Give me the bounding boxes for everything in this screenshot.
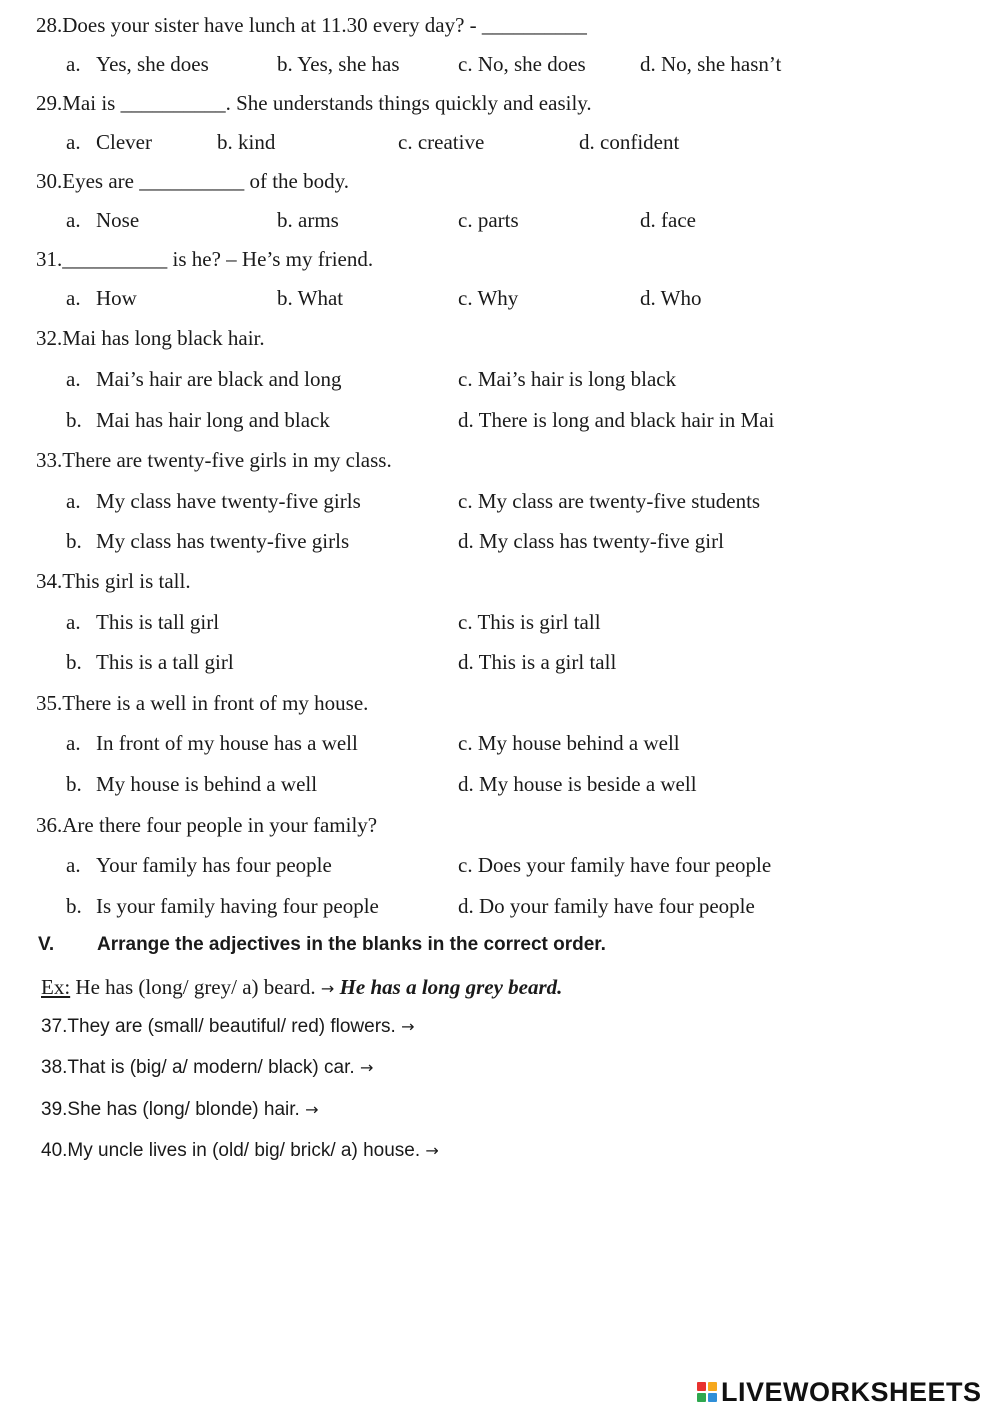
question-33: 33.There are twenty-five girls in my class. <box>36 448 392 472</box>
option-31d: d. Who <box>640 286 702 310</box>
option-28b: b. Yes, she has <box>277 52 400 76</box>
arrow-icon: → <box>359 1058 374 1077</box>
option-36c: c. Does your family have four people <box>458 853 772 877</box>
arrow-icon: → <box>425 1141 439 1160</box>
question-34: 34.This girl is tall. <box>36 569 191 593</box>
option-33d: d. My class has twenty-five girl <box>458 529 724 553</box>
liveworksheets-logo <box>697 1376 982 1408</box>
option-31b: b. What <box>277 286 344 310</box>
question-28: 28.Does your sister have lunch at 11.30 every day? - __________ <box>36 13 587 37</box>
option-35d: d. My house is beside a well <box>458 772 697 796</box>
question-40: 40.My uncle lives in (old/ big/ brick/ a) house. → <box>41 1140 439 1161</box>
option-35c: c. My house behind a well <box>458 731 680 755</box>
section-5-title: Arrange the adjectives in the blanks in the correct order. <box>97 934 606 955</box>
option-30d: d. face <box>640 208 696 232</box>
option-32b: b. Mai has hair long and black <box>66 408 330 432</box>
option-30a: a. Nose <box>66 208 140 232</box>
option-33c: c. My class are twenty-five students <box>458 489 761 513</box>
question-30: 30.Eyes are __________ of the body. <box>36 169 349 193</box>
section-5-roman: V. <box>38 934 55 955</box>
option-29d: d. confident <box>579 130 680 154</box>
option-34b: b. This is a tall girl <box>66 650 234 674</box>
option-32d: d. There is long and black hair in Mai <box>458 408 775 432</box>
option-36a: a. Your family has four people <box>66 853 332 877</box>
option-34c: c. This is girl tall <box>458 610 601 634</box>
option-29a: a. Clever <box>66 130 152 154</box>
option-35b: b. My house is behind a well <box>66 772 318 796</box>
example-label: Ex: <box>41 975 71 999</box>
option-36d: d. Do your family have four people <box>458 894 755 918</box>
question-38: 38.That is (big/ a/ modern/ black) car. → <box>41 1057 374 1078</box>
option-32a: a. Mai’s hair are black and long <box>66 367 342 391</box>
option-31c: c. Why <box>458 286 519 310</box>
option-34d: d. This is a girl tall <box>458 650 617 674</box>
option-33b: b. My class has twenty-five girls <box>66 529 350 553</box>
option-30c: c. parts <box>458 208 519 232</box>
question-39: 39.She has (long/ blonde) hair. → <box>41 1099 319 1120</box>
example-answer: He has a long grey beard. <box>339 975 563 999</box>
question-29: 29.Mai is __________. She understands things quickly and easily. <box>36 91 592 115</box>
option-31a: a. How <box>66 286 137 310</box>
option-28d: d. No, she hasn’t <box>640 52 782 76</box>
arrow-icon: → <box>320 979 335 998</box>
logo-text: LIVEWORKSHEETS <box>721 1376 982 1407</box>
option-29c: c. creative <box>398 130 485 154</box>
option-28a: a. Yes, she does <box>66 52 209 76</box>
example-line <box>41 974 562 1002</box>
option-36b: b. Is your family having four people <box>66 894 379 918</box>
arrow-icon: → <box>305 1100 319 1119</box>
question-37: 37.They are (small/ beautiful/ red) flowers. → <box>41 1016 415 1037</box>
option-32c: c. Mai’s hair is long black <box>458 367 677 391</box>
option-29b: b. kind <box>217 130 276 154</box>
logo-grid-icon <box>697 1382 717 1402</box>
question-35: 35.There is a well in front of my house. <box>36 691 369 715</box>
question-32: 32.Mai has long black hair. <box>36 326 265 350</box>
question-31: 31.__________ is he? – He’s my friend. <box>36 247 374 271</box>
example-text: He has (long/ grey/ a) beard. <box>70 975 321 999</box>
option-34a: a. This is tall girl <box>66 610 220 634</box>
option-30b: b. arms <box>277 208 339 232</box>
option-28c: c. No, she does <box>458 52 586 76</box>
question-36: 36.Are there four people in your family? <box>36 813 378 837</box>
arrow-icon: → <box>401 1017 415 1036</box>
option-33a: a. My class have twenty-five girls <box>66 489 361 513</box>
option-35a: a. In front of my house has a well <box>66 731 358 755</box>
